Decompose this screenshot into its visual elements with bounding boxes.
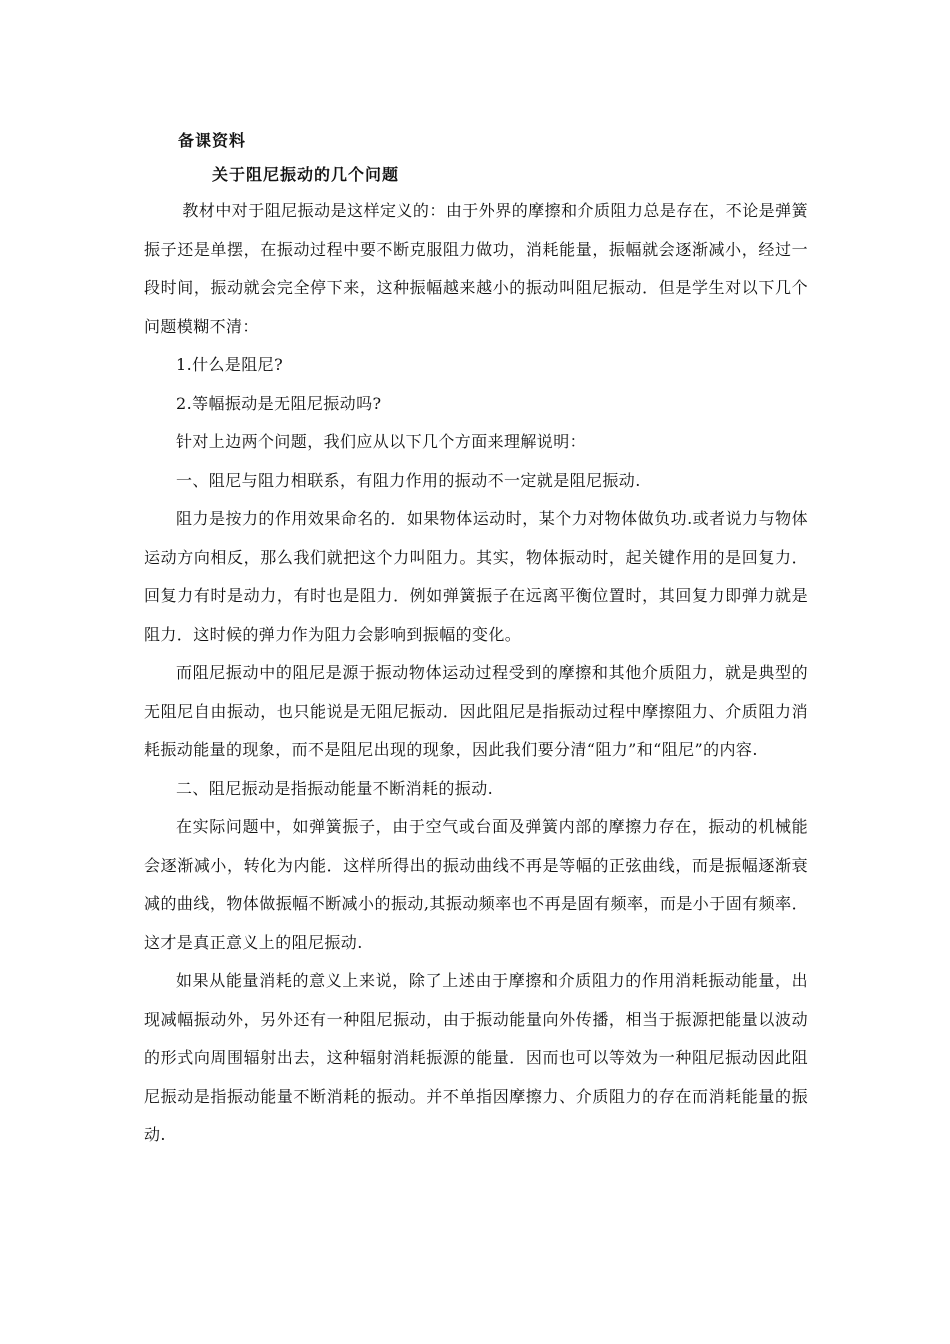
paragraph-resistance: 阻力是按力的作用效果命名的．如果物体运动时，某个力对物体做负功.或者说力与物体运动方向相反，那么我们就把这个力叫阻力。其实，物体振动时，起关键作用的是回复力．回复力有时是动力，有时也是阻力．例如弹簧振子在远离平衡位置时，其回复力即弹力就是阻力．这时候的弹力作为阻力会影响到振幅的变化。 <box>144 509 808 644</box>
paragraph-energy: 如果从能量消耗的意义上来说，除了上述由于摩擦和介质阻力的作用消耗振动能量，出现减幅振动外，另外还有一种阻尼振动，由于振动能量向外传播，相当于振源把能量以波动的形式向周围辐射出去，这种辐射消耗振源的能量．因而也可以等效为一种阻尼振动因此阻尼振动是指振动能量不断消耗的振动。并不单指因摩擦力、介质阻力的存在而消耗能量的振动. <box>144 971 808 1144</box>
document-header: 备课资料 <box>178 131 247 150</box>
paragraph-definition: 教材中对于阻尼振动是这样定义的：由于外界的摩擦和介质阻力总是存在，不论是弹簧振子还是单摆，在振动过程中要不断克服阻力做功，消耗能量，振幅就会逐渐减小，经过一段时间，振动就会完全停下来，这种振幅越来越小的振动叫阻尼振动．但是学生对以下几个问题模糊不清： <box>144 201 808 336</box>
section-heading-1: 一、阻尼与阻力相联系，有阻力作用的振动不一定就是阻尼振动. <box>176 470 641 490</box>
paragraph-intro: 针对上边两个问题，我们应从以下几个方面来理解说明： <box>176 432 587 451</box>
document-title: 关于阻尼振动的几个问题 <box>212 165 400 184</box>
document-body <box>144 192 808 1155</box>
question-1: 1.什么是阻尼? <box>176 355 284 374</box>
question-2: 2.等幅振动是无阻尼振动吗? <box>176 393 382 413</box>
paragraph-damping-source: 而阻尼振动中的阻尼是源于振动物体运动过程受到的摩擦和其他介质阻力，就是典型的无阻尼自由振动，也只能说是无阻尼振动．因此阻尼是指振动过程中摩擦阻力、介质阻力消耗振动能量的现象，而不是阻尼出现的现象，因此我们要分清“阻力”和“阻尼”的内容. <box>144 663 808 759</box>
paragraph-real-problem: 在实际问题中，如弹簧振子，由于空气或台面及弹簧内部的摩擦力存在，振动的机械能会逐渐减小，转化为内能．这样所得出的振动曲线不再是等幅的正弦曲线，而是振幅逐渐衰减的曲线，物体做振幅不断减小的振动,其振动频率也不再是固有频率，而是小于固有频率．这才是真正意义上的阻尼振动. <box>144 817 808 952</box>
section-heading-2: 二、阻尼振动是指振动能量不断消耗的振动. <box>176 778 494 798</box>
